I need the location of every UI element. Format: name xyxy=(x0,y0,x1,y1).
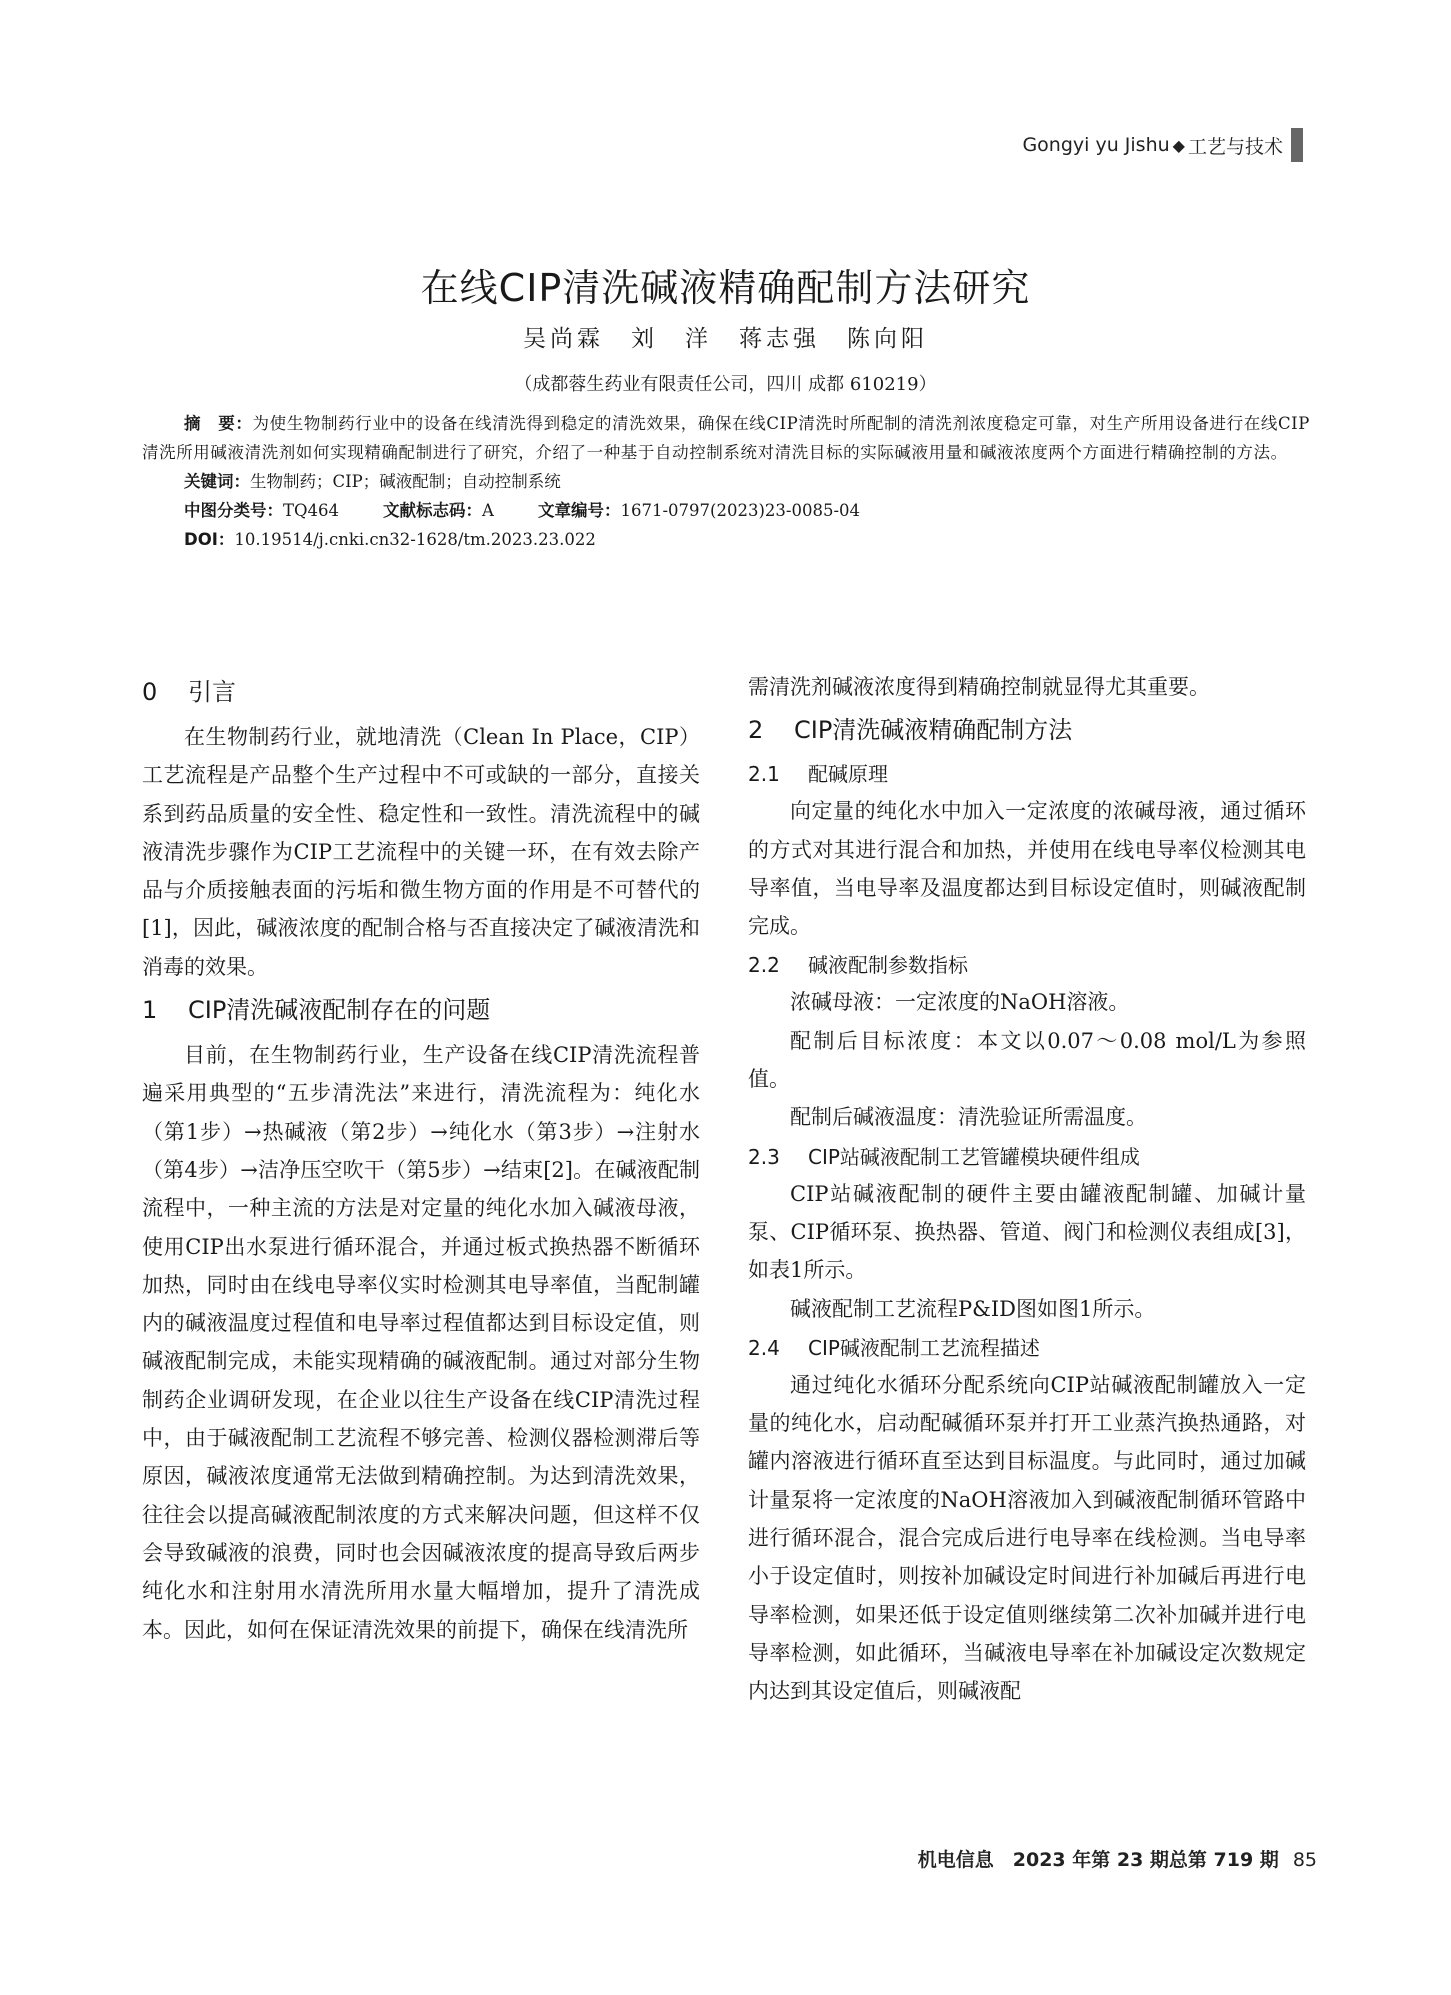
keywords-text: 生物制药；CIP；碱液配制；自动控制系统 xyxy=(250,472,561,491)
paragraph-continued: 需清洗剂碱液浓度得到精确控制就显得尤其重要。 xyxy=(748,675,1210,699)
journal-issue: 机电信息 2023 年第 23 期总第 719 期 xyxy=(917,1849,1279,1871)
running-head-chinese: 工艺与技术 xyxy=(1187,135,1283,158)
subsection-number: 2.3 xyxy=(748,1144,780,1169)
section-heading xyxy=(748,710,1306,750)
authors: 吴尚霖 刘 洋 蒋志强 陈向阳 xyxy=(523,326,928,352)
section-number: 1 xyxy=(142,996,158,1025)
subsection-heading xyxy=(748,756,1306,792)
classification-label: 中图分类号： xyxy=(184,501,283,520)
subsection-number: 2.4 xyxy=(748,1335,780,1360)
right-column xyxy=(748,668,1306,1711)
left-column xyxy=(142,668,700,1649)
keywords-label: 关键词： xyxy=(184,472,250,491)
paragraph: CIP站碱液配制的硬件主要由罐液配制罐、加碱计量泵、CIP循环泵、换热器、管道、阀门和检测仪表组成[3]，如表1所示。 xyxy=(748,1181,1306,1283)
subsection-number: 2.1 xyxy=(748,762,780,787)
front-matter xyxy=(142,409,1310,554)
subsection-number: 2.2 xyxy=(748,953,780,978)
doi xyxy=(142,525,1310,554)
subsection-title: 配碱原理 xyxy=(808,762,888,787)
abstract-label: 摘 要： xyxy=(184,414,253,433)
doc-code-value: A xyxy=(482,501,494,520)
abstract xyxy=(142,409,1310,467)
paragraph: 目前，在生物制药行业，生产设备在线CIP清洗流程普遍采用典型的“五步清洗法”来进行，清洗流程为：纯化水（第1步）→热碱液（第2步）→纯化水（第3步）→注射水（第4步）→洁净压空吹干（第5步）→结束[2]。在碱液配制流程中，一种主流的方法是对定量的纯化水加入碱液母液，使用CIP出水泵进行循环混合，并通过板式换热器不断循环加热，同时由在线电导率仪实时检测其电导率值，当配制罐内的碱液温度过程值和电导率过程值都达到目标设定值，则碱液配制完成，未能实现精确的碱液配制。通过对部分生物制药企业调研发现，在企业以往生产设备在线CIP清洗过程中，由于碱液配制工艺流程不够完善、检测仪器检测滞后等原因，碱液浓度通常无法做到精确控制。为达到清洗效果，往往会以提高碱液配制浓度的方式来解决问题，但这样不仅会导致碱液的浪费，同时也会因碱液浓度的提高导致后两步纯化水和注射用水清洗所用水量大幅增加，提升了清洗成本。因此，如何在保证清洗效果的前提下，确保在线清洗所 xyxy=(142,1043,700,1642)
page-footer xyxy=(918,1845,1317,1872)
section-number: 0 xyxy=(142,678,158,706)
classification xyxy=(184,501,339,520)
paragraph: 浓碱母液：一定浓度的NaOH溶液。 xyxy=(790,990,1130,1015)
section-heading xyxy=(142,672,700,712)
paragraph: 通过纯化水循环分配系统向CIP站碱液配制罐放入一定量的纯化水，启动配碱循环泵并打开工业蒸汽换热通路，对罐内溶液进行循环直至达到目标温度。与此同时，通过加碱计量泵将一定浓度的NaOH溶液加入到碱液配制循环管路中进行循环混合，混合完成后进行电导率在线检测。当电导率小于设定值时，则按补加碱设定时间进行补加碱后再进行电导率检测，如果还低于设定值则继续第二次补加碱并进行电导率检测，如此循环，当碱液电导率在补加碱设定次数规定内达到其设定值后，则碱液配 xyxy=(748,1372,1306,1704)
classification-value: TQ464 xyxy=(283,501,340,520)
doc-code xyxy=(383,501,494,520)
paragraph: 配制后碱液温度：清洗验证所需温度。 xyxy=(790,1105,1147,1130)
paragraph: 在生物制药行业，就地清洗（Clean In Place，CIP）工艺流程是产品整个生产过程中不可或缺的一部分，直接关系到药品质量的安全性、稳定性和一致性。清洗流程中的碱液清洗步骤作为CIP工艺流程中的关键一环，在有效去除产品与介质接触表面的污垢和微生物方面的作用是不可替代的[1]，因此，碱液浓度的配制合格与否直接决定了碱液清洗和消毒的效果。 xyxy=(142,725,700,979)
abstract-text: 为使生物制药行业中的设备在线清洗得到稳定的清洗效果，确保在线CIP清洗时所配制的清洗剂浓度稳定可靠，对生产所用设备进行在线CIP清洗所用碱液清洗剂如何实现精确配制进行了研究，介绍了一种基于自动控制系统对清洗目标的实际碱液用量和碱液浓度两个方面进行精确控制的方法。 xyxy=(142,414,1310,462)
subsection-heading xyxy=(748,947,1306,983)
section-title: CIP清洗碱液配制存在的问题 xyxy=(188,996,491,1025)
doc-code-label: 文献标志码： xyxy=(383,501,483,520)
doi-value: 10.19514/j.cnki.cn32-1628/tm.2023.23.022 xyxy=(234,530,596,549)
doi-label: DOI： xyxy=(184,530,235,549)
section-title: CIP清洗碱液精确配制方法 xyxy=(794,716,1073,745)
running-head xyxy=(1022,128,1303,162)
subsection-title: CIP碱液配制工艺流程描述 xyxy=(808,1335,1040,1360)
subsection-heading xyxy=(748,1139,1306,1175)
page-number: 85 xyxy=(1292,1849,1317,1871)
article-no-value: 1671-0797(2023)23-0085-04 xyxy=(620,501,861,520)
subsection-title: 碱液配制参数指标 xyxy=(808,953,968,978)
section-number: 2 xyxy=(748,716,764,745)
section-title: 引言 xyxy=(188,678,236,706)
section-heading xyxy=(142,990,700,1030)
paper-title: 在线CIP清洗碱液精确配制方法研究 xyxy=(420,266,1031,310)
keywords xyxy=(142,467,1310,496)
running-head-bar xyxy=(1291,128,1303,162)
paragraph: 碱液配制工艺流程P&ID图如图1所示。 xyxy=(790,1296,1156,1321)
diamond-icon: ◆ xyxy=(1172,135,1185,155)
article-no xyxy=(538,501,860,520)
running-head-pinyin: Gongyi yu Jishu xyxy=(1022,134,1170,156)
affiliation: （成都蓉生药业有限责任公司，四川 成都 610219） xyxy=(514,374,937,395)
paragraph: 向定量的纯化水中加入一定浓度的浓碱母液，通过循环的方式对其进行混合和加热，并使用在线电导率仪检测其电导率值，当电导率及温度都达到目标设定值时，则碱液配制完成。 xyxy=(748,799,1306,939)
classification-line xyxy=(142,496,1310,525)
article-no-label: 文章编号： xyxy=(537,501,621,520)
subsection-title: CIP站碱液配制工艺管罐模块硬件组成 xyxy=(808,1144,1140,1169)
paragraph: 配制后目标浓度：本文以0.07～0.08 mol/L为参照值。 xyxy=(748,1028,1306,1092)
subsection-heading xyxy=(748,1330,1306,1366)
